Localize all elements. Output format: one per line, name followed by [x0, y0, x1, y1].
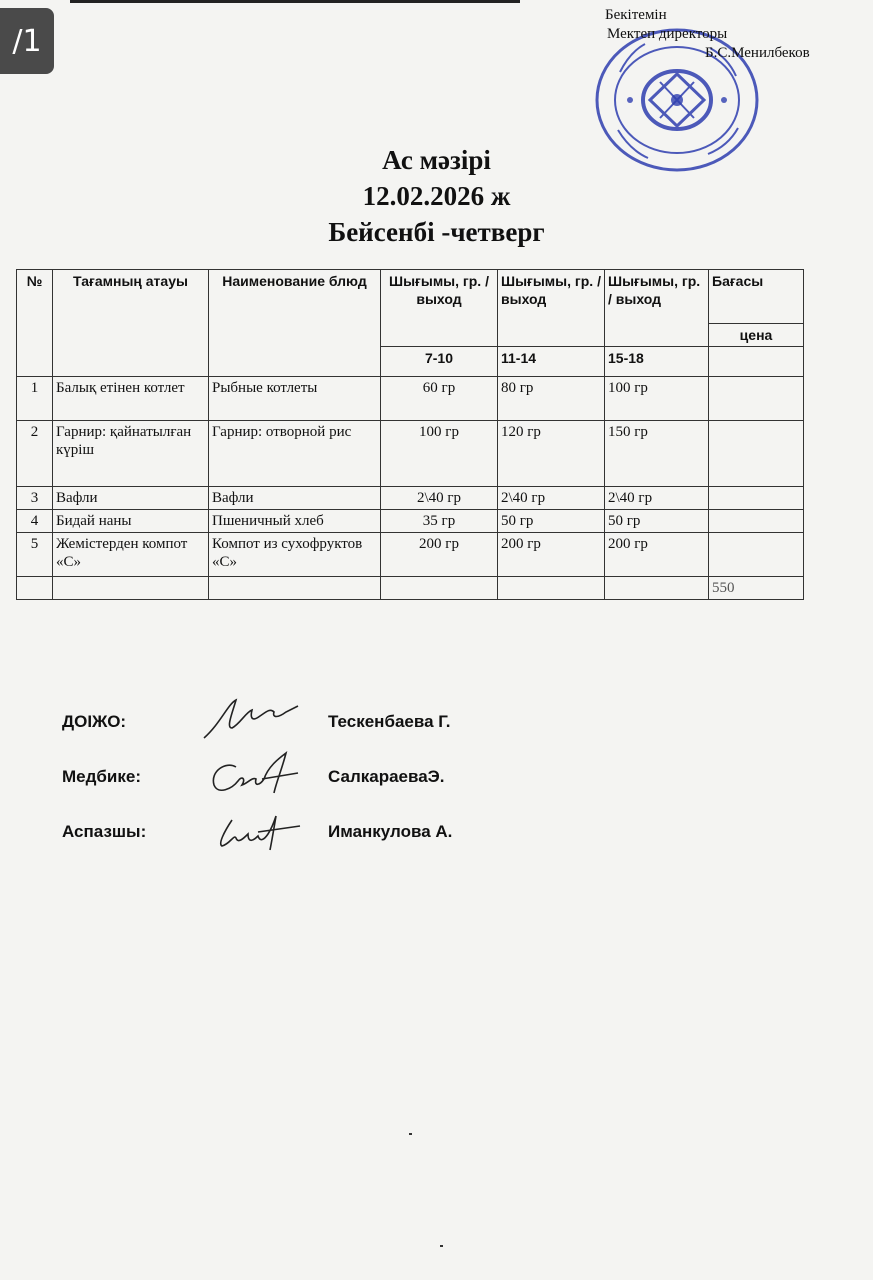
yield-15-18: 100 гр [605, 377, 709, 421]
dish-name-ru: Вафли [209, 487, 381, 510]
yield-11-14: 80 гр [498, 377, 605, 421]
dish-name-ru: Пшеничный хлеб [209, 510, 381, 533]
row-number: 4 [17, 510, 53, 533]
yield-7-10: 200 гр [381, 533, 498, 577]
signatory-role: Медбике: [62, 767, 141, 786]
row-number: 2 [17, 421, 53, 487]
yield-7-10: 2\40 гр [381, 487, 498, 510]
dish-price [709, 421, 804, 487]
approval-line-2: Мектеп директоры [607, 26, 728, 42]
yield-15-18: 2\40 гр [605, 487, 709, 510]
total-blank [17, 577, 53, 600]
menu-weekday: Бейсенбі -четверг [328, 217, 545, 247]
menu-title: Ас мәзірі [382, 145, 491, 175]
yield-7-10: 100 гр [381, 421, 498, 487]
paper-speck [409, 1133, 412, 1135]
yield-15-18: 200 гр [605, 533, 709, 577]
paper-speck [440, 1245, 443, 1247]
yield-15-18: 50 гр [605, 510, 709, 533]
age-group-2: 11-14 [498, 347, 605, 377]
dish-name-kz: Гарнир: қайнатылған күріш [53, 421, 209, 487]
yield-11-14: 2\40 гр [498, 487, 605, 510]
table-row [17, 510, 804, 533]
yield-15-18: 150 гр [605, 421, 709, 487]
approval-block [605, 6, 810, 63]
age-group-price-blank [709, 347, 804, 377]
header-dish-name-kz: Тағамның атауы [53, 270, 209, 377]
document-heading [0, 142, 873, 250]
dish-name-ru: Компот из сухофруктов «С» [209, 533, 381, 577]
yield-7-10: 60 гр [381, 377, 498, 421]
page-indicator: /1 [0, 8, 54, 74]
signatory-name: Тескенбаева Г. [328, 712, 451, 731]
signatory-row [62, 822, 582, 877]
dish-price [709, 533, 804, 577]
signatory-name: Иманкулова А. [328, 822, 453, 841]
signatory-row [62, 767, 582, 822]
signatory-role: ДОІЖО: [62, 712, 127, 731]
approval-line-1: Бекітемін [605, 7, 667, 23]
row-number: 5 [17, 533, 53, 577]
total-blank [605, 577, 709, 600]
total-blank [381, 577, 498, 600]
dish-name-kz: Жемістерден компот «С» [53, 533, 209, 577]
yield-7-10: 35 гр [381, 510, 498, 533]
table-row [17, 421, 804, 487]
handwritten-signature [202, 749, 312, 799]
approval-director-name: Б.С.Менилбеков [705, 45, 810, 61]
yield-11-14: 120 гр [498, 421, 605, 487]
total-row [17, 577, 804, 600]
row-number: 3 [17, 487, 53, 510]
total-blank [498, 577, 605, 600]
signatory-row [62, 712, 582, 767]
total-blank [53, 577, 209, 600]
dish-name-ru: Гарнир: отворной рис [209, 421, 381, 487]
dish-name-kz: Бидай наны [53, 510, 209, 533]
dish-price [709, 487, 804, 510]
dish-name-kz: Балық етінен котлет [53, 377, 209, 421]
age-group-1: 7-10 [381, 347, 498, 377]
row-number: 1 [17, 377, 53, 421]
header-price-kz: Бағасы [709, 270, 804, 324]
scan-edge-line [70, 0, 520, 3]
table-row [17, 533, 804, 577]
dish-price [709, 377, 804, 421]
yield-11-14: 50 гр [498, 510, 605, 533]
total-blank [209, 577, 381, 600]
total-price: 550 [709, 577, 804, 600]
dish-price [709, 510, 804, 533]
menu-date: 12.02.2026 ж [362, 181, 511, 211]
header-yield-3: Шығымы, гр. / выход [605, 270, 709, 347]
header-yield-1: Шығымы, гр. / выход [381, 270, 498, 347]
menu-table [16, 269, 804, 600]
handwritten-signature [202, 694, 312, 744]
signatories-block [62, 712, 582, 877]
dish-name-ru: Рыбные котлеты [209, 377, 381, 421]
header-number: № [17, 270, 53, 377]
handwritten-signature [202, 804, 312, 854]
age-group-3: 15-18 [605, 347, 709, 377]
signatory-role: Аспазшы: [62, 822, 147, 841]
yield-11-14: 200 гр [498, 533, 605, 577]
table-row [17, 487, 804, 510]
header-yield-2: Шығымы, гр. / выход [498, 270, 605, 347]
dish-name-kz: Вафли [53, 487, 209, 510]
signatory-name: СалкараеваЭ. [328, 767, 445, 786]
table-row [17, 377, 804, 421]
header-price-ru: цена [709, 324, 804, 347]
header-dish-name-ru: Наименование блюд [209, 270, 381, 377]
